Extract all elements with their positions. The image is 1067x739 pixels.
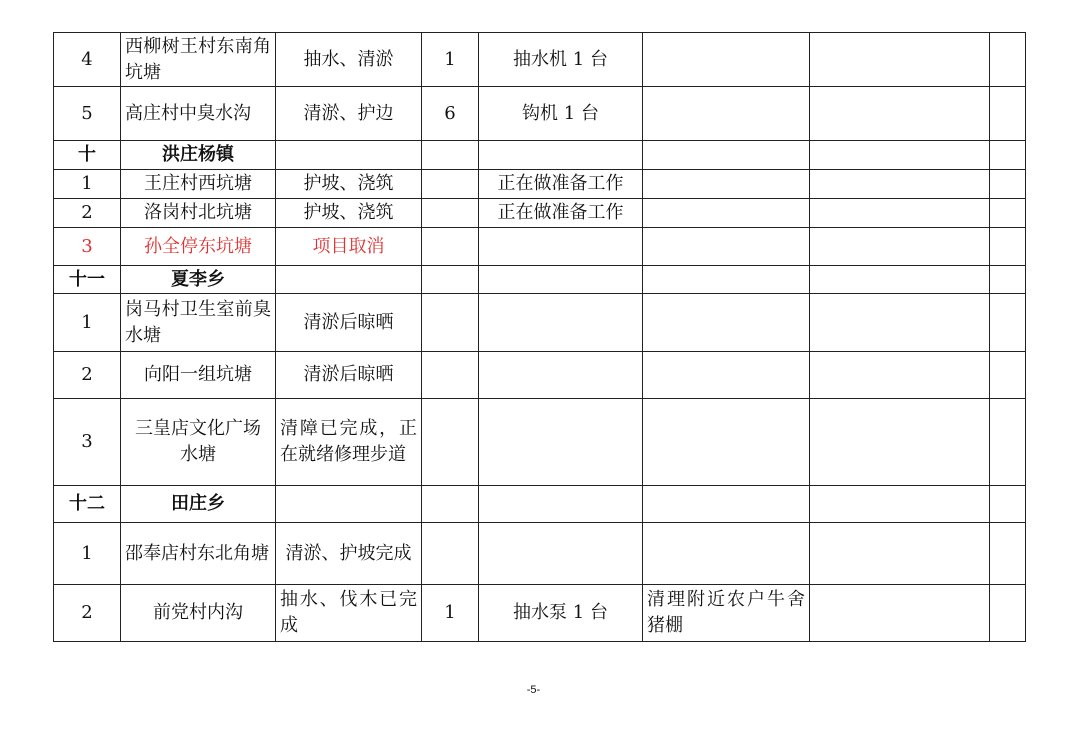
row-number: 1 <box>54 523 121 585</box>
empty-cell <box>990 352 1026 399</box>
empty-cell <box>990 523 1026 585</box>
equipment <box>479 228 643 266</box>
page-number: -5- <box>526 684 541 696</box>
section-name: 田庄乡 <box>121 486 276 523</box>
empty-cell <box>990 294 1026 352</box>
quantity <box>422 294 479 352</box>
row-number: 2 <box>54 585 121 642</box>
work-content: 清淤、护坡完成 <box>276 523 422 585</box>
work-content: 项目取消 <box>276 228 422 266</box>
empty-cell <box>810 352 990 399</box>
quantity <box>422 228 479 266</box>
empty-cell <box>990 141 1026 170</box>
quantity <box>422 399 479 486</box>
equipment: 抽水泵 1 台 <box>479 585 643 642</box>
empty-cell <box>276 266 422 294</box>
quantity: 1 <box>422 33 479 87</box>
quantity <box>422 352 479 399</box>
quantity: 6 <box>422 87 479 141</box>
site-name: 向阳一组坑塘 <box>121 352 276 399</box>
section-number: 十一 <box>54 266 121 294</box>
equipment <box>479 294 643 352</box>
empty-cell <box>810 399 990 486</box>
note <box>643 33 810 87</box>
site-name: 岗马村卫生室前臭水塘 <box>121 294 276 352</box>
empty-cell <box>810 486 990 523</box>
empty-cell <box>990 585 1026 642</box>
row-number: 2 <box>54 199 121 228</box>
section-row <box>54 141 1026 170</box>
empty-cell <box>810 523 990 585</box>
section-number: 十 <box>54 141 121 170</box>
empty-cell <box>810 141 990 170</box>
empty-cell <box>990 199 1026 228</box>
table-row <box>54 523 1026 585</box>
site-name: 孙全停东坑塘 <box>121 228 276 266</box>
table-row <box>54 87 1026 141</box>
empty-cell <box>810 33 990 87</box>
quantity <box>422 170 479 199</box>
empty-cell <box>990 228 1026 266</box>
table-row <box>54 294 1026 352</box>
quantity <box>422 523 479 585</box>
equipment <box>479 523 643 585</box>
note <box>643 170 810 199</box>
empty-cell <box>810 199 990 228</box>
equipment <box>479 399 643 486</box>
row-number: 3 <box>54 399 121 486</box>
equipment: 抽水机 1 台 <box>479 33 643 87</box>
empty-cell <box>810 585 990 642</box>
empty-cell <box>990 87 1026 141</box>
note <box>643 399 810 486</box>
table-row-cancelled <box>54 228 1026 266</box>
empty-cell <box>422 141 479 170</box>
empty-cell <box>643 266 810 294</box>
empty-cell <box>990 33 1026 87</box>
note <box>643 294 810 352</box>
empty-cell <box>479 141 643 170</box>
note <box>643 228 810 266</box>
table-row <box>54 33 1026 87</box>
work-content: 清障已完成，正在就绪修理步道 <box>276 399 422 486</box>
empty-cell <box>990 486 1026 523</box>
work-content: 护坡、浇筑 <box>276 199 422 228</box>
table-row <box>54 352 1026 399</box>
empty-cell <box>990 266 1026 294</box>
table-row <box>54 585 1026 642</box>
empty-cell <box>810 294 990 352</box>
empty-cell <box>479 486 643 523</box>
quantity: 1 <box>422 585 479 642</box>
row-number: 1 <box>54 294 121 352</box>
quantity <box>422 199 479 228</box>
note: 清理附近农户牛舍猪棚 <box>643 585 810 642</box>
site-name: 王庄村西坑塘 <box>121 170 276 199</box>
table-row <box>54 399 1026 486</box>
empty-cell <box>810 87 990 141</box>
empty-cell <box>422 266 479 294</box>
section-row <box>54 266 1026 294</box>
work-content: 护坡、浇筑 <box>276 170 422 199</box>
note <box>643 352 810 399</box>
table-row <box>54 170 1026 199</box>
table-row <box>54 199 1026 228</box>
row-number: 2 <box>54 352 121 399</box>
work-content: 抽水、伐木已完成 <box>276 585 422 642</box>
site-name: 西柳树王村东南角坑塘 <box>121 33 276 87</box>
empty-cell <box>479 266 643 294</box>
site-name: 前党村内沟 <box>121 585 276 642</box>
equipment <box>479 352 643 399</box>
section-row <box>54 486 1026 523</box>
work-content: 抽水、清淤 <box>276 33 422 87</box>
row-number: 1 <box>54 170 121 199</box>
site-name: 高庄村中臭水沟 <box>121 87 276 141</box>
site-name: 三皇店文化广场水塘 <box>121 399 276 486</box>
progress-table <box>53 32 1026 642</box>
empty-cell <box>422 486 479 523</box>
empty-cell <box>810 228 990 266</box>
work-content: 清淤后晾晒 <box>276 294 422 352</box>
equipment: 钩机 1 台 <box>479 87 643 141</box>
empty-cell <box>990 170 1026 199</box>
empty-cell <box>643 486 810 523</box>
empty-cell <box>810 266 990 294</box>
work-content: 清淤、护边 <box>276 87 422 141</box>
note <box>643 199 810 228</box>
section-name: 洪庄杨镇 <box>121 141 276 170</box>
site-name: 邵奉店村东北角塘 <box>121 523 276 585</box>
empty-cell <box>276 141 422 170</box>
empty-cell <box>643 141 810 170</box>
empty-cell <box>810 170 990 199</box>
empty-cell <box>990 399 1026 486</box>
empty-cell <box>276 486 422 523</box>
section-number: 十二 <box>54 486 121 523</box>
note <box>643 87 810 141</box>
row-number: 5 <box>54 87 121 141</box>
note <box>643 523 810 585</box>
work-content: 清淤后晾晒 <box>276 352 422 399</box>
row-number: 4 <box>54 33 121 87</box>
site-name: 洛岗村北坑塘 <box>121 199 276 228</box>
equipment: 正在做准备工作 <box>479 199 643 228</box>
equipment: 正在做准备工作 <box>479 170 643 199</box>
section-name: 夏李乡 <box>121 266 276 294</box>
row-number: 3 <box>54 228 121 266</box>
